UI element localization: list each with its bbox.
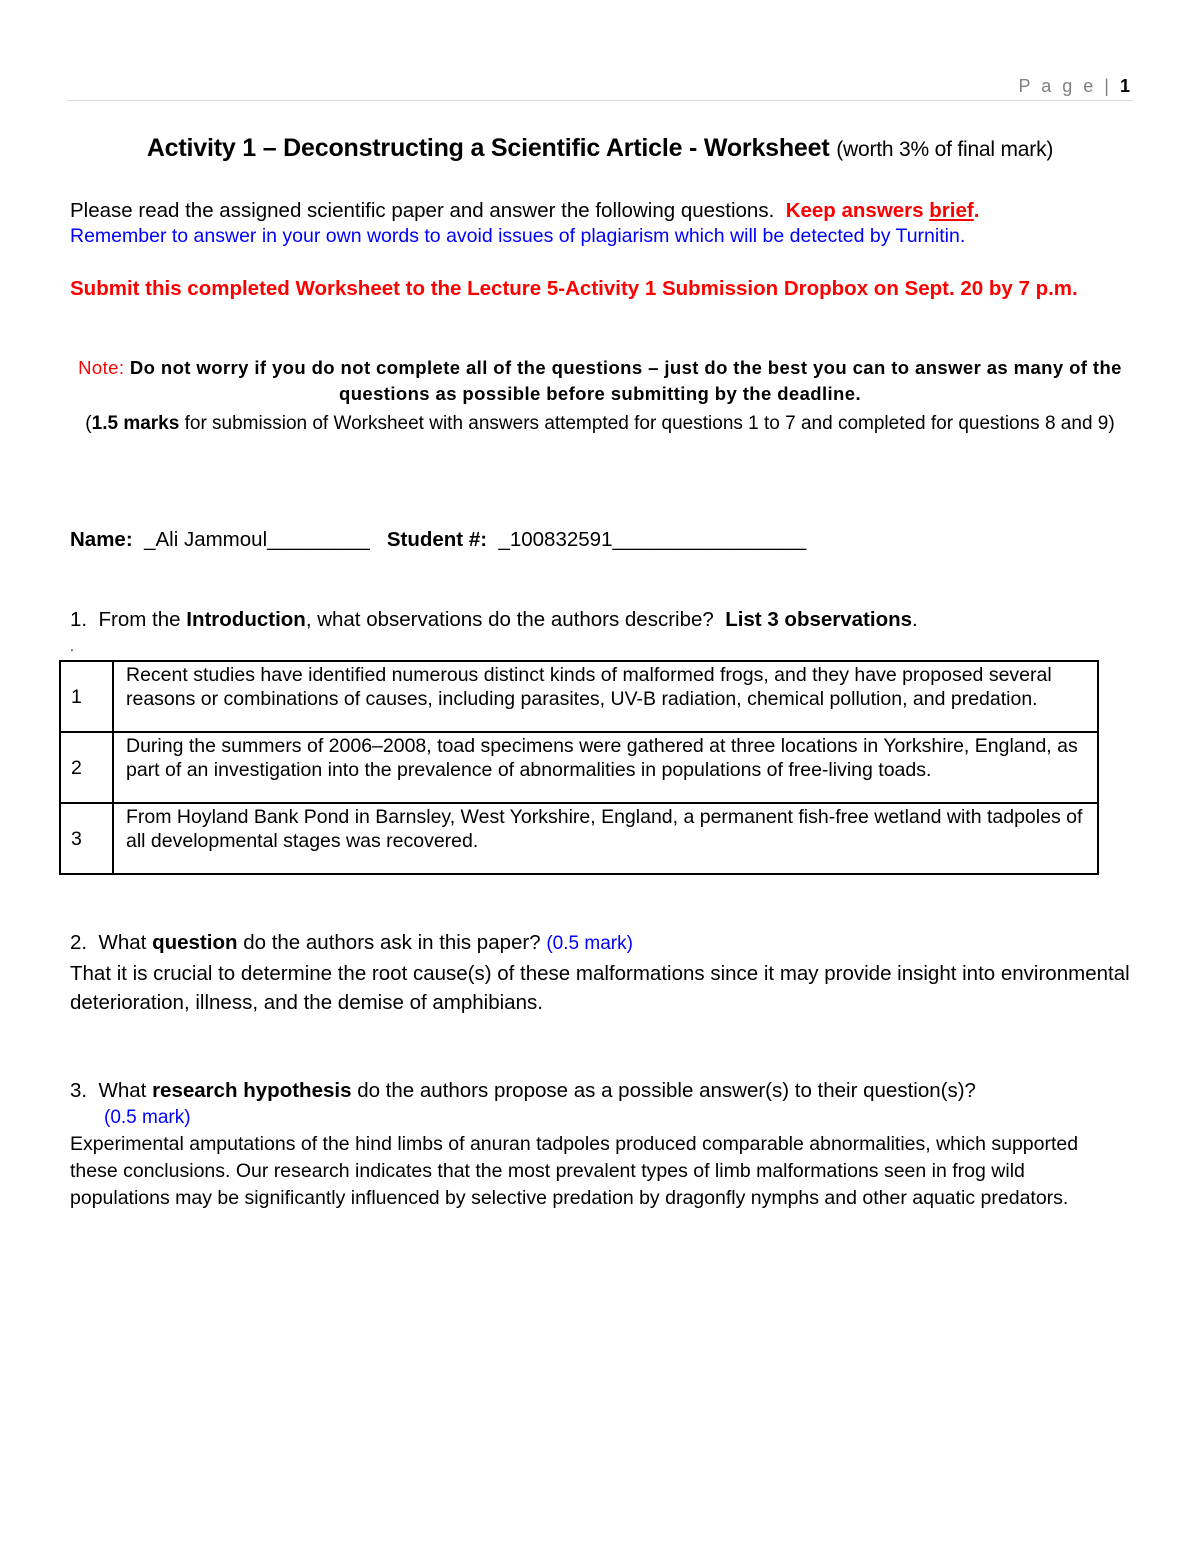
observation-text: During the summers of 2006–2008, toad specimens were gathered at three locations in Yorkshire, England, as part of an investigation into the prevalence of abnormalities in populations of free-living toads.	[126, 735, 1078, 781]
marks-note	[70, 411, 1130, 437]
q3-bold: research hypothesis	[152, 1079, 352, 1102]
q2-answer: That it is crucial to determine the root cause(s) of these malformations since it may provide insight into environmental deterioration, illness, and the demise of amphibians.	[70, 962, 1130, 1014]
marks-text: for submission of Worksheet with answers attempted for questions 1 to 7 and completed for questions 8 and 9)	[184, 413, 1115, 434]
name-label: Name:	[70, 528, 133, 551]
q3-post: do the authors propose as a possible answer(s) to their question(s)?	[357, 1079, 976, 1102]
q1-list-3: List 3 observations	[725, 608, 913, 631]
observation-text: Recent studies have identified numerous distinct kinds of malformed frogs, and they have proposed several reasons or combinations of causes, including parasites, UV-B radiation, chemical pollution, and predation.	[126, 664, 1052, 710]
q1-dot: .	[70, 638, 74, 654]
name-value: _Ali Jammoul_________	[144, 528, 370, 551]
instructions-line1: Please read the assigned scientific paper and answer the following questions.	[70, 199, 775, 222]
keep-answers: Keep answers	[785, 199, 924, 222]
note-text: Do not worry if you do not complete all of the questions – just do the best you can to answer as many of the questions as possible before submitting by the deadline.	[129, 357, 1122, 404]
worksheet-title	[0, 134, 1200, 163]
page-label: P a g e	[1018, 76, 1097, 96]
page-separator: |	[1104, 76, 1112, 96]
row-number: 1	[60, 661, 113, 732]
q2-post: do the authors ask in this paper?	[243, 931, 541, 954]
table-row	[60, 661, 1098, 732]
submit-notice: Submit this completed Worksheet to the Lecture 5-Activity 1 Submission Dropbox on Sept. 20 by 7 p.m.	[70, 277, 1078, 300]
marks-open: (	[85, 413, 92, 434]
note-label: Note:	[78, 357, 125, 378]
page-number-value: 1	[1119, 76, 1130, 96]
student-id-value: _100832591_________________	[498, 528, 807, 551]
question-2	[70, 929, 1130, 1017]
marks-bold: 1.5 marks	[91, 413, 180, 434]
q3-answer: Experimental amputations of the hind limbs of anuran tadpoles produced comparable abnormalities, which supported these conclusions. Our research indicates that the most prevalent types of limb malformations seen in frog wild populations may be significantly influenced by selective predation by dragonfly nymphs and other aquatic predators.	[70, 1133, 1079, 1209]
q2-number: 2.	[70, 931, 88, 954]
brief-word: brief	[929, 199, 974, 222]
row-number: 3	[60, 803, 113, 874]
q1-pre: From the	[98, 608, 181, 631]
instructions-line2: Remember to answer in your own words to avoid issues of plagiarism which will be detected by Turnitin.	[70, 225, 966, 247]
q3-number: 3.	[70, 1079, 88, 1102]
instructions-period: .	[973, 199, 980, 222]
table-row	[60, 732, 1098, 803]
q1-mid: , what observations do the authors describe?	[305, 608, 714, 631]
header-rule	[67, 100, 1133, 101]
question-1	[70, 606, 1130, 633]
question-3	[70, 1077, 1130, 1212]
q2-mark: (0.5 mark)	[546, 933, 633, 954]
q1-number: 1.	[70, 608, 88, 631]
title-worth: (worth 3% of final mark)	[836, 138, 1054, 161]
row-number: 2	[60, 732, 113, 803]
page-number	[1019, 76, 1130, 97]
title-main: Activity 1 – Deconstructing a Scientific Article - Worksheet	[146, 134, 830, 162]
student-id-label: Student #:	[386, 528, 488, 551]
q1-end: .	[912, 608, 918, 631]
observation-text: From Hoyland Bank Pond in Barnsley, West Yorkshire, England, a permanent fish-free wetland with tadpoles of all developmental stages was recovered.	[126, 806, 1083, 852]
instructions	[70, 197, 1130, 250]
student-info	[70, 526, 1130, 553]
q1-introduction: Introduction	[186, 608, 306, 631]
q2-bold: question	[152, 931, 238, 954]
note	[70, 355, 1130, 407]
q3-pre: What	[98, 1079, 147, 1102]
observations-table	[59, 660, 1099, 875]
q2-pre: What	[98, 931, 147, 954]
q3-mark: (0.5 mark)	[104, 1107, 191, 1128]
table-row	[60, 803, 1098, 874]
